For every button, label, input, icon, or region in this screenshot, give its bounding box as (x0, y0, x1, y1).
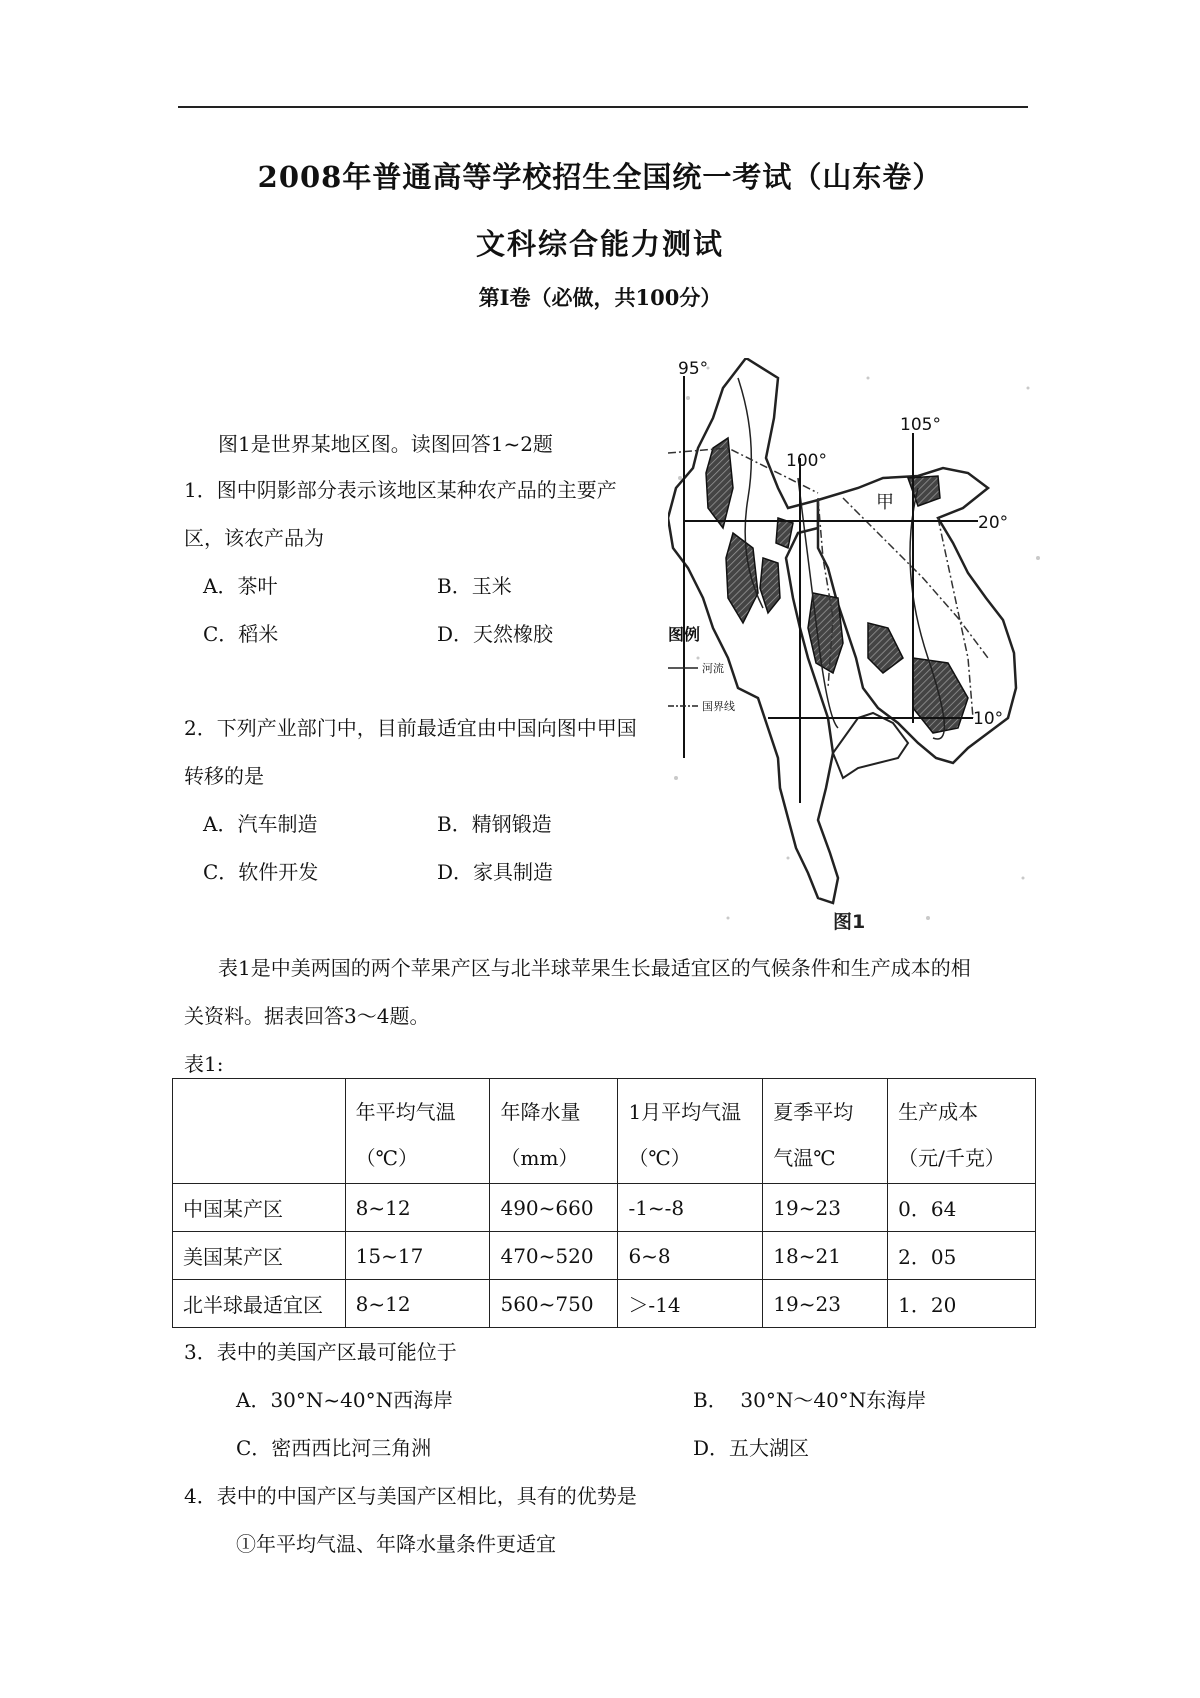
map-label-10: 10° (973, 709, 1004, 729)
table-cell: 490~660 (490, 1184, 618, 1232)
legend-title: 图例 (668, 625, 701, 644)
header-cell: 1月平均气温 （℃） (618, 1079, 763, 1184)
table-cell: 560~750 (490, 1280, 618, 1328)
table-cell: 8~12 (345, 1280, 490, 1328)
table-cell: 19~23 (763, 1280, 888, 1328)
q2-option-a: A．汽车制造 (203, 812, 318, 836)
header-cell-empty (173, 1079, 346, 1184)
table-row (173, 1280, 1036, 1328)
table-cell: 中国某产区 (173, 1184, 346, 1232)
figure-caption: 图1 (833, 911, 866, 933)
q2-option-d: D．家具制造 (437, 860, 554, 884)
q1-stem-line1: 1．图中阴影部分表示该地区某种农产品的主要产 (184, 478, 617, 502)
q1-option-b: B．玉米 (437, 574, 512, 598)
top-rule (178, 106, 1028, 108)
table-cell: 8~12 (345, 1184, 490, 1232)
table-cell: 470~520 (490, 1232, 618, 1280)
q4-item-1: ①年平均气温、年降水量条件更适宜 (236, 1532, 556, 1556)
header-cell: 夏季平均 气温℃ (763, 1079, 888, 1184)
table-cell: ＞-14 (618, 1280, 763, 1328)
q2-stem-line1: 2．下列产业部门中，目前最适宜由中国向图中甲国 (184, 716, 637, 740)
table-cell: 18~21 (763, 1232, 888, 1280)
header-cell: 年平均气温 （℃） (345, 1079, 490, 1184)
table-header-row (173, 1079, 1036, 1184)
table-cell: 美国某产区 (173, 1232, 346, 1280)
intro-text-2-line2: 关资料。据表回答3～4题。 (184, 1004, 430, 1028)
intro-text-2-line1: 表1是中美两国的两个苹果产区与北半球苹果生长最适宜区的气候条件和生产成本的相 (218, 956, 971, 980)
map-label-95: 95° (678, 359, 709, 379)
q3-option-c: C．密西西比河三角洲 (236, 1436, 432, 1460)
map-label-105: 105° (900, 415, 941, 435)
q3-option-d: D．五大湖区 (693, 1436, 810, 1460)
q2-option-c: C．软件开发 (203, 860, 319, 884)
table-cell: 15~17 (345, 1232, 490, 1280)
q4-stem: 4．表中的中国产区与美国产区相比，具有的优势是 (184, 1484, 637, 1508)
q2-option-b: B．精钢锻造 (437, 812, 552, 836)
table-cell: 1．20 (888, 1280, 1036, 1328)
apple-climate-table (172, 1078, 1036, 1328)
table-cell: 19~23 (763, 1184, 888, 1232)
table-cell: 0．64 (888, 1184, 1036, 1232)
map-label-100: 100° (786, 451, 827, 471)
intro-text-1: 图1是世界某地区图。读图回答1~2题 (218, 432, 553, 456)
exam-title: 2008年普通高等学校招生全国统一考试（山东卷） (257, 160, 943, 194)
q1-stem-line2: 区，该农产品为 (184, 526, 324, 550)
q2-stem-line2: 转移的是 (184, 764, 264, 788)
table-cell: -1~-8 (618, 1184, 763, 1232)
table-cell: 6~8 (618, 1232, 763, 1280)
header-cell: 年降水量 （mm） (490, 1079, 618, 1184)
legend-river-label: 河流 (702, 662, 724, 675)
legend-border-label: 国界线 (702, 700, 735, 713)
map-label-20: 20° (978, 513, 1009, 533)
region-map (668, 358, 1046, 933)
table-row (173, 1184, 1036, 1232)
q1-option-a: A．茶叶 (203, 574, 278, 598)
table-label: 表1: (184, 1052, 224, 1076)
q1-option-c: C．稻米 (203, 622, 279, 646)
table-cell: 北半球最适宜区 (173, 1280, 346, 1328)
section-heading: 第Ⅰ卷（必做，共100分） (478, 285, 722, 310)
header-cell: 生产成本 （元/千克） (888, 1079, 1036, 1184)
q1-option-d: D．天然橡胶 (437, 622, 554, 646)
q3-option-a: A．30°N~40°N西海岸 (236, 1388, 454, 1412)
table-row (173, 1232, 1036, 1280)
exam-subtitle: 文科综合能力测试 (475, 227, 724, 261)
map-label-jia: 甲 (876, 492, 894, 513)
q3-option-b: B． 30°N～40°N东海岸 (693, 1388, 927, 1412)
table-cell: 2．05 (888, 1232, 1036, 1280)
q3-stem: 3．表中的美国产区最可能位于 (184, 1340, 457, 1364)
